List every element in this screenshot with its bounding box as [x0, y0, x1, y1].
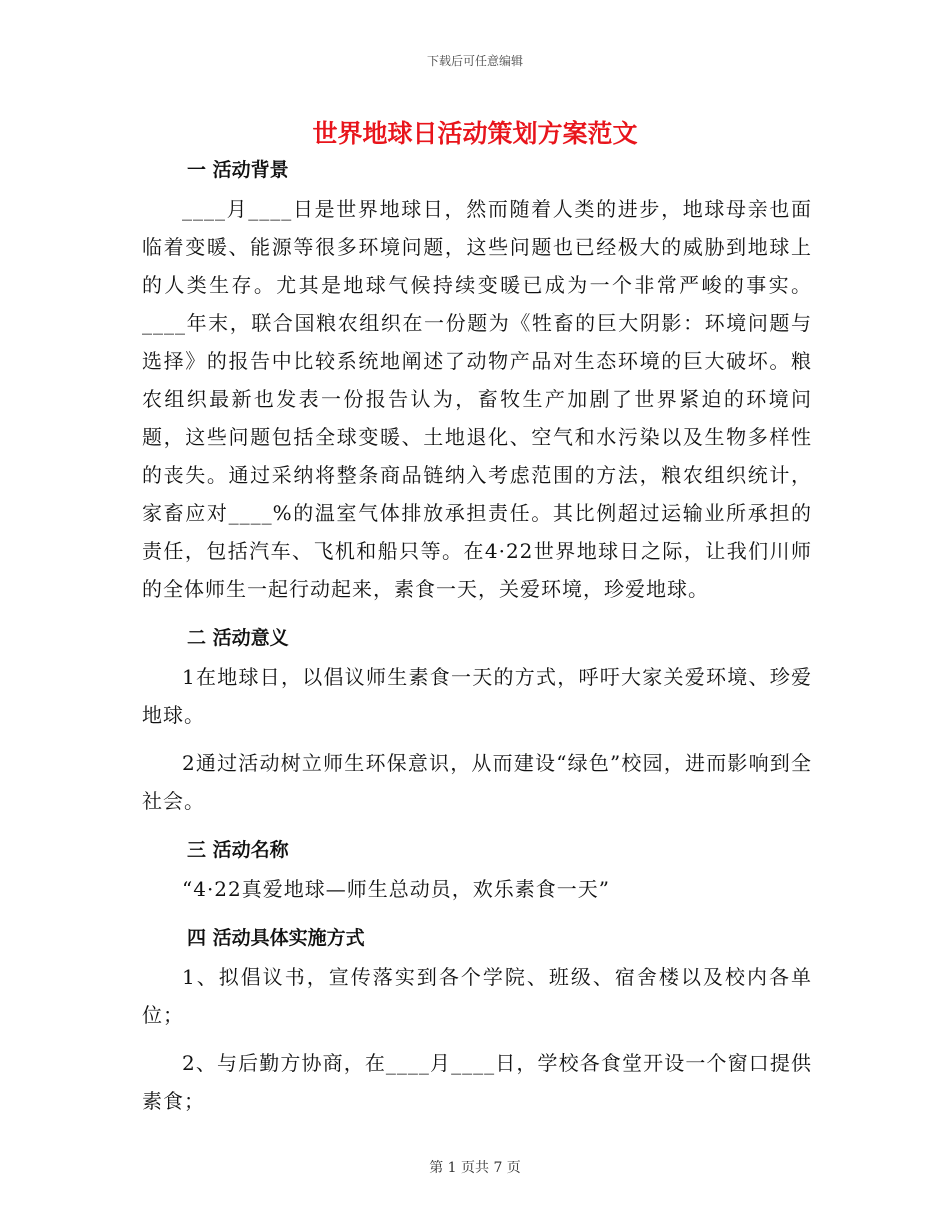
section-implementation: [142, 918, 812, 1120]
paragraph: ____月____日是世界地球日，然而随着人类的进步，地球母亲也面临着变暖、能源等很多环境问题，这些问题也已经极大的威胁到地球上的人类生存。尤其是地球气候持续变暖已成为一个非常严峻的事实。____年末，联合国粮农组织在一份题为《牲畜的巨大阴影：环境问题与选择》的报告中比较系统地阐述了动物产品对生态环境的巨大破坏。粮农组织最新也发表一份报告认为，畜牧生产加剧了世界紧迫的环境问题，这些问题包括全球变暖、土地退化、空气和水污染以及生物多样性的丧失。通过采纳将整条商品链纳入考虑范围的方法，粮农组织统计，家畜应对____%的温室气体排放承担责任。其比例超过运输业所承担的责任，包括汽车、飞机和船只等。在4·22世界地球日之际，让我们川师的全体师生一起行动起来，素食一天，关爱环境，珍爱地球。: [142, 197, 812, 601]
section-background: [142, 150, 812, 608]
page-footer: 第 1 页共 7 页: [429, 1160, 521, 1176]
section-heading: 三 活动名称: [187, 839, 289, 861]
paragraph: 2通过活动树立师生环保意识，从而建设“绿色”校园，进而影响到全社会。: [142, 751, 812, 813]
document-body: [142, 150, 812, 1120]
document-title: 世界地球日活动策划方案范文: [312, 119, 638, 148]
page-header: 下载后可任意编辑: [426, 54, 523, 68]
section-heading: 二 活动意义: [187, 627, 289, 649]
section-significance: [142, 618, 812, 820]
section-heading: 四 活动具体实施方式: [187, 927, 365, 949]
paragraph: 2、与后勤方协商，在____月____日，学校各食堂开设一个窗口提供素食；: [142, 1051, 812, 1113]
section-activity-name: [142, 830, 812, 908]
paragraph: 1在地球日，以倡议师生素食一天的方式，呼吁大家关爱环境、珍爱地球。: [142, 665, 812, 727]
paragraph: 1、拟倡议书，宣传落实到各个学院、班级、宿舍楼以及校内各单位；: [142, 965, 812, 1027]
section-heading: 一 活动背景: [187, 159, 289, 181]
paragraph: “4·22真爱地球—师生总动员，欢乐素食一天”: [182, 877, 610, 901]
